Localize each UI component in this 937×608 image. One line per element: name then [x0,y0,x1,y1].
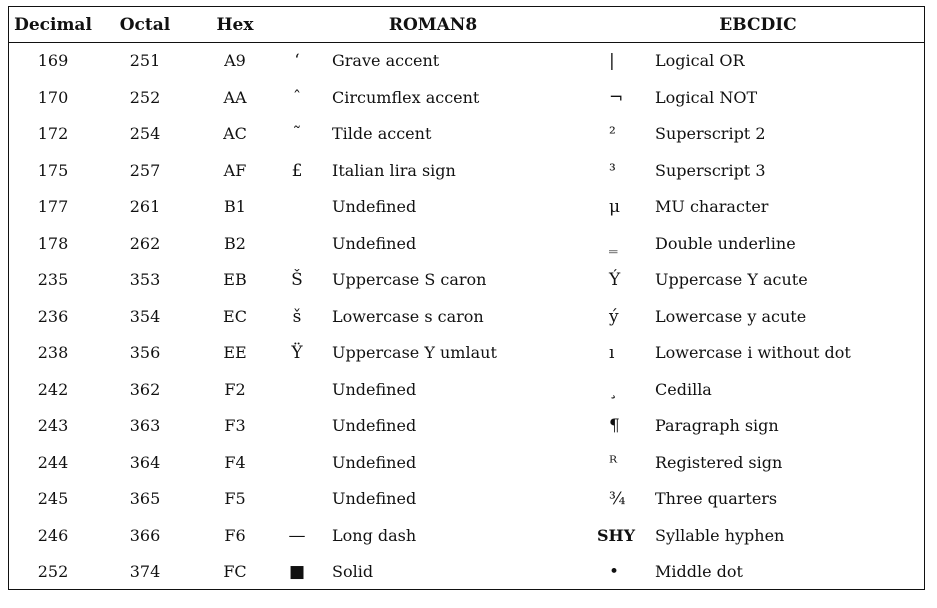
roman8-description: Italian lira sign [332,160,456,180]
hex-cell: EB [223,270,247,289]
hex-cell: F4 [224,452,246,472]
ebcdic-symbol: ý [609,306,619,327]
ebcdic-symbol: ᴿ [609,452,618,473]
table-row [9,481,924,518]
roman8-symbol [277,445,317,482]
ebcdic-symbol: ‗ [609,233,618,254]
table-row [9,116,924,153]
hex-cell: AC [223,124,247,143]
hex-cell: F2 [224,379,246,399]
ebcdic-description: Syllable hyphen [655,525,785,545]
ebcdic-description: Logical NOT [655,87,758,107]
roman8-description: Undefined [332,489,417,508]
roman8-symbol: š [292,306,302,327]
roman8-description: Solid [332,562,374,581]
character-table [8,6,925,590]
roman8-description: Grave accent [332,51,440,70]
decimal-cell: 252 [37,562,69,581]
roman8-description: Uppercase Y umlaut [332,343,497,362]
roman8-description: Undefined [332,233,417,253]
hex-cell: A9 [224,51,246,70]
ebcdic-symbol: • [609,562,620,582]
octal-cell: 363 [129,416,161,435]
ebcdic-symbol: ³ [609,160,616,181]
ebcdic-symbol: μ [609,197,621,217]
decimal-cell: 169 [37,51,69,70]
roman8-symbol [277,481,317,518]
decimal-cell: 177 [37,197,69,216]
roman8-description: Uppercase S caron [332,270,487,289]
roman8-description: Tilde accent [332,124,432,143]
roman8-symbol: Š [291,270,303,290]
roman8-description: Undefined [332,416,417,435]
octal-cell: 257 [129,160,161,180]
decimal-cell: 246 [37,525,69,545]
decimal-cell: 170 [37,87,69,107]
roman8-symbol [277,408,317,445]
decimal-cell: 244 [37,452,69,472]
table-row [9,262,924,299]
ebcdic-description: Superscript 2 [655,124,766,143]
table-row [9,408,924,445]
octal-cell: 251 [129,51,161,70]
ebcdic-symbol: ¸ [609,379,618,400]
ebcdic-description: Cedilla [655,379,712,399]
table-body [9,43,924,591]
header-roman8: ROMAN8 [388,15,478,35]
decimal-cell: 172 [37,124,69,143]
roman8-description: Long dash [332,525,417,545]
octal-cell: 261 [129,197,161,216]
roman8-description: Undefined [332,197,417,216]
roman8-symbol: ˜ [292,124,302,144]
table-row [9,43,924,80]
ebcdic-description: Registered sign [655,452,783,472]
table-row [9,226,924,263]
ebcdic-description: Double underline [655,233,796,253]
roman8-symbol: £ [291,160,303,181]
table-row [9,299,924,336]
hex-cell: EE [223,343,247,362]
table-row [9,189,924,226]
roman8-symbol [277,226,317,263]
ebcdic-symbol: SHY [597,525,636,545]
roman8-description: Circumflex accent [332,87,480,107]
ebcdic-description: Three quarters [655,489,778,508]
octal-cell: 356 [129,343,161,362]
hex-cell: F5 [224,489,246,508]
header-decimal: Decimal [14,15,92,35]
ebcdic-description: Paragraph sign [655,416,779,435]
hex-cell: AA [223,87,247,107]
roman8-description: Undefined [332,379,417,399]
ebcdic-symbol: ¾ [609,489,626,509]
ebcdic-description: Middle dot [655,562,743,581]
table-row [9,518,924,555]
decimal-cell: 175 [37,160,69,180]
octal-cell: 365 [129,489,161,508]
ebcdic-description: Logical OR [655,51,745,70]
hex-cell: FC [223,562,247,581]
roman8-symbol: — [288,525,306,546]
ebcdic-description: Superscript 3 [655,160,766,180]
ebcdic-symbol: ¬ [609,87,624,108]
octal-cell: 254 [129,124,161,143]
octal-cell: 252 [129,87,161,107]
ebcdic-symbol: | [609,51,615,71]
roman8-description: Lowercase s caron [332,306,484,326]
hex-cell: F6 [224,525,246,545]
octal-cell: 354 [129,306,161,326]
header-octal: Octal [119,15,171,35]
roman8-symbol: ˆ [292,87,302,108]
decimal-cell: 242 [37,379,69,399]
ebcdic-description: Uppercase Y acute [655,270,808,289]
header-ebcdic: EBCDIC [719,15,797,35]
roman8-description: Undefined [332,452,417,472]
roman8-symbol: ■ [288,562,306,582]
table-row [9,372,924,409]
decimal-cell: 245 [37,489,69,508]
hex-cell: B2 [224,233,246,253]
table-row [9,80,924,117]
ebcdic-description: MU character [655,197,769,216]
table-header [9,7,924,43]
roman8-symbol: Ÿ [291,343,303,363]
ebcdic-symbol: ¶ [609,416,620,436]
roman8-symbol [277,372,317,409]
octal-cell: 366 [129,525,161,545]
octal-cell: 362 [129,379,161,399]
decimal-cell: 235 [37,270,69,289]
header-hex: Hex [216,15,254,35]
decimal-cell: 238 [37,343,69,362]
table-row [9,445,924,482]
ebcdic-description: Lowercase i without dot [655,343,851,362]
ebcdic-symbol: Ý [609,270,621,290]
roman8-symbol [277,189,317,226]
decimal-cell: 243 [37,416,69,435]
ebcdic-description: Lowercase y acute [655,306,807,326]
octal-cell: 262 [129,233,161,253]
decimal-cell: 178 [37,233,69,253]
hex-cell: AF [223,160,247,180]
ebcdic-symbol: ı [609,343,615,363]
hex-cell: EC [223,306,247,326]
octal-cell: 364 [129,452,161,472]
table-row [9,335,924,372]
octal-cell: 353 [129,270,161,289]
hex-cell: F3 [224,416,246,435]
table-row [9,554,924,591]
decimal-cell: 236 [37,306,69,326]
roman8-symbol: ‘ [294,51,300,71]
hex-cell: B1 [224,197,246,216]
table-row [9,153,924,190]
octal-cell: 374 [129,562,161,581]
ebcdic-symbol: ² [609,124,616,144]
